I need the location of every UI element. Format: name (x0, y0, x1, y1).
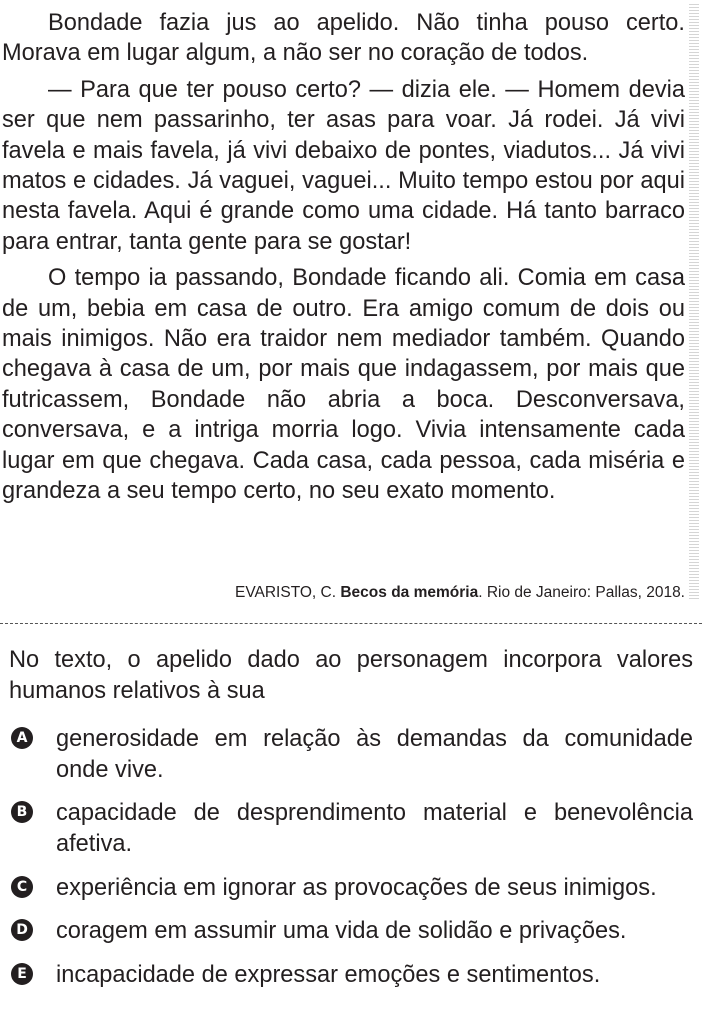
option-d-letter-badge: D (11, 919, 33, 941)
passage-paragraph-1: Bondade fazia jus ao apelido. Não tinha pouso certo. Morava em lugar algum, a não ser no coração de todos. (2, 10, 685, 67)
source-author: EVARISTO, C. (234, 584, 337, 601)
source-publisher: . Rio de Janeiro: Pallas, 2018. (478, 584, 685, 601)
option-b-text: capacidade de desprendimento material e benevolência afetiva. (56, 800, 693, 857)
question-block (9, 645, 693, 1003)
option-b[interactable] (9, 798, 693, 859)
option-a[interactable] (9, 724, 693, 785)
option-a-text: generosidade em relação às demandas da comunidade onde vive. (56, 726, 693, 783)
option-e[interactable] (9, 960, 693, 991)
option-a-letter-badge: A (11, 727, 33, 749)
option-c-text: experiência em ignorar as provocações de seus inimigos. (56, 874, 657, 901)
option-c-letter-badge: C (11, 876, 33, 898)
source-title: Becos da memória (340, 584, 479, 601)
question-stem: No texto, o apelido dado ao personagem incorpora valores humanos relativos à sua (9, 647, 693, 704)
option-d[interactable] (9, 916, 693, 947)
answer-options (9, 724, 693, 990)
option-d-text: coragem em assumir uma vida de solidão e privações. (56, 918, 627, 945)
side-watermark-strip (689, 4, 699, 600)
option-b-letter-badge: B (11, 801, 33, 823)
source-citation (235, 583, 685, 603)
option-c[interactable] (9, 873, 693, 904)
reading-passage (2, 8, 685, 513)
option-e-text: incapacidade de expressar emoções e sentimentos. (56, 961, 601, 988)
passage-paragraph-2: — Para que ter pouso certo? — dizia ele. — Homem devia ser que nem passarinho, ter asas para voar. Já rodei. Já vivi favela e mais favela, já vivi debaixo de pontes, viadutos... Já vivi matos e cidades. Já vaguei, vaguei... Muito tempo estou por aqui nesta favela. Aqui é grande como uma cidade. Há tanto barraco para entrar, tanta gente para se gostar! (2, 76, 685, 255)
dashed-divider (0, 623, 702, 624)
passage-paragraph-3: O tempo ia passando, Bondade ficando ali. Comia em casa de um, bebia em casa de outro. Era amigo comum de dois ou mais inimigos. Não era traidor nem mediador também. Quando chegava à casa de um, por mais que indagassem, por mais que futricassem, Bondade não abria a boca. Desconversava, conversava, e a intriga morria logo. Vivia intensamente cada lugar em que chegava. Cada casa, cada pessoa, cada miséria e grandeza a seu tempo certo, no seu exato momento. (2, 265, 685, 505)
option-e-letter-badge: E (11, 963, 33, 985)
